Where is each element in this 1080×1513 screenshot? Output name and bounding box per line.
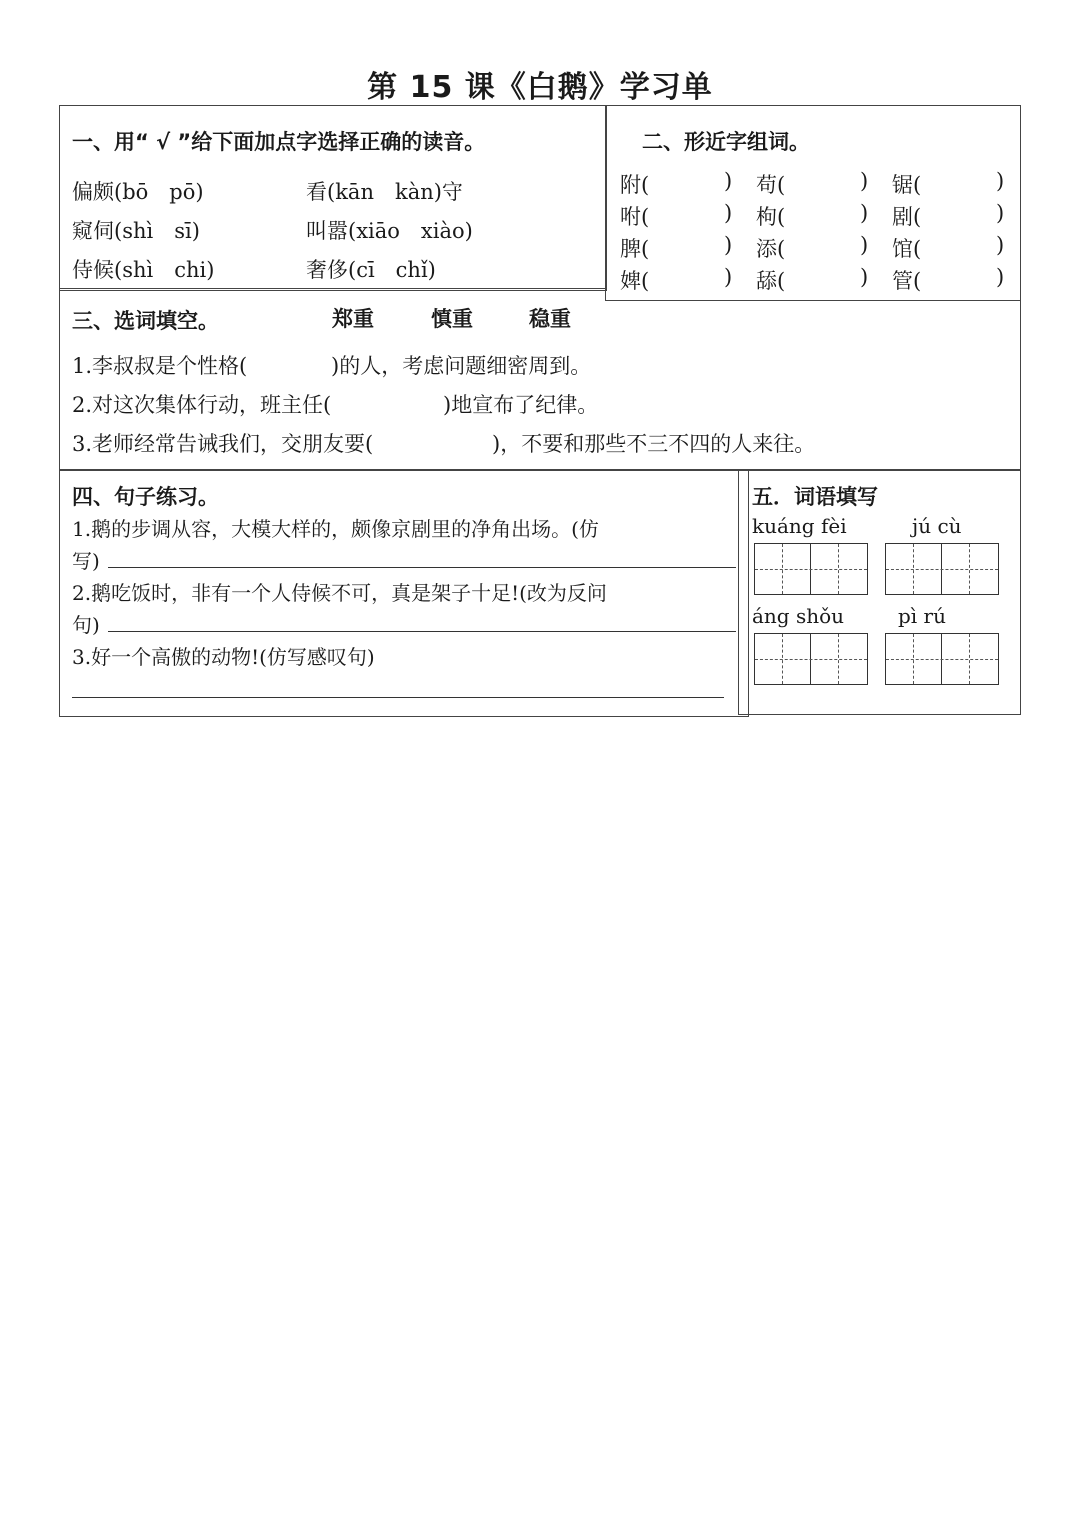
char-close: ) xyxy=(860,233,869,257)
section-divider xyxy=(59,288,607,289)
char-item: 馆( xyxy=(892,237,922,261)
answer-line xyxy=(72,697,724,698)
char-item: 管( xyxy=(892,269,922,293)
pinyin-label: jú cù xyxy=(912,514,962,538)
word-option: 慎重 xyxy=(431,307,473,331)
pronunciation-item: 偏颇(bō pō) xyxy=(72,180,204,204)
section-similar-chars-heading: 二、形近字组词。 xyxy=(642,130,810,154)
char-close: ) xyxy=(860,265,869,289)
char-item: 剧( xyxy=(892,205,922,229)
pinyin-label: kuáng fèi xyxy=(752,514,847,538)
fill-question-2-end: )地宣布了纪律。 xyxy=(443,393,599,417)
pronunciation-item: 看(kān kàn)守 xyxy=(306,180,463,204)
pronunciation-item: 窥伺(shì sī) xyxy=(72,219,200,243)
char-close: ) xyxy=(996,233,1005,257)
pronunciation-item: 侍候(shì chi) xyxy=(72,258,215,282)
answer-line xyxy=(108,631,736,632)
char-close: ) xyxy=(860,169,869,193)
pronunciation-item: 奢侈(cī chǐ) xyxy=(306,258,436,282)
writing-grid[interactable] xyxy=(885,543,999,595)
answer-line xyxy=(108,567,736,568)
fill-question-1-start: 1.李叔叔是个性格( xyxy=(72,354,248,378)
sentence-question-3: 3.好一个高傲的动物!(仿写感叹句) xyxy=(72,645,375,669)
sentence-question-2-cont: 句) xyxy=(72,613,100,637)
section-word-choice-heading: 三、选词填空。 xyxy=(72,309,219,333)
char-item: 苟( xyxy=(756,173,786,197)
pinyin-label: pì rú xyxy=(898,604,946,628)
fill-question-3-start: 3.老师经常告诫我们，交朋友要( xyxy=(72,432,374,456)
sentence-question-2: 2.鹅吃饭时，非有一个人侍候不可，真是架子十足!(改为反问 xyxy=(72,581,607,605)
char-item: 婢( xyxy=(620,269,650,293)
pronunciation-item: 叫嚣(xiāo xiào) xyxy=(306,219,473,243)
char-item: 锯( xyxy=(892,173,922,197)
char-close: ) xyxy=(724,201,733,225)
char-item: 咐( xyxy=(620,205,650,229)
char-item: 附( xyxy=(620,173,650,197)
char-close: ) xyxy=(996,265,1005,289)
sentence-question-1-cont: 写) xyxy=(72,549,100,573)
word-option: 稳重 xyxy=(529,307,571,331)
section-word-writing-heading: 五．词语填写 xyxy=(752,485,878,509)
char-close: ) xyxy=(996,201,1005,225)
char-close: ) xyxy=(724,169,733,193)
char-close: ) xyxy=(996,169,1005,193)
char-item: 脾( xyxy=(620,237,650,261)
char-item: 枸( xyxy=(756,205,786,229)
fill-question-3-end: )，不要和那些不三不四的人来往。 xyxy=(492,432,816,456)
pinyin-label: áng shǒu xyxy=(752,604,845,628)
char-item: 添( xyxy=(756,237,786,261)
word-option: 郑重 xyxy=(332,307,374,331)
writing-grid[interactable] xyxy=(885,633,999,685)
section-pronunciation-heading: 一、用“ √ ”给下面加点字选择正确的读音。 xyxy=(72,130,486,154)
writing-grid[interactable] xyxy=(754,543,868,595)
fill-question-2-start: 2.对这次集体行动，班主任( xyxy=(72,393,332,417)
section-sentence-practice-heading: 四、句子练习。 xyxy=(72,485,219,509)
char-close: ) xyxy=(860,201,869,225)
char-close: ) xyxy=(724,265,733,289)
char-item: 舔( xyxy=(756,269,786,293)
char-close: ) xyxy=(724,233,733,257)
page-title: 第 15 课《白鹅》学习单 xyxy=(367,70,713,105)
sentence-question-1: 1.鹅的步调从容，大模大样的，颇像京剧里的净角出场。(仿 xyxy=(72,517,599,541)
fill-question-1-end: )的人，考虑问题细密周到。 xyxy=(331,354,592,378)
writing-grid[interactable] xyxy=(754,633,868,685)
